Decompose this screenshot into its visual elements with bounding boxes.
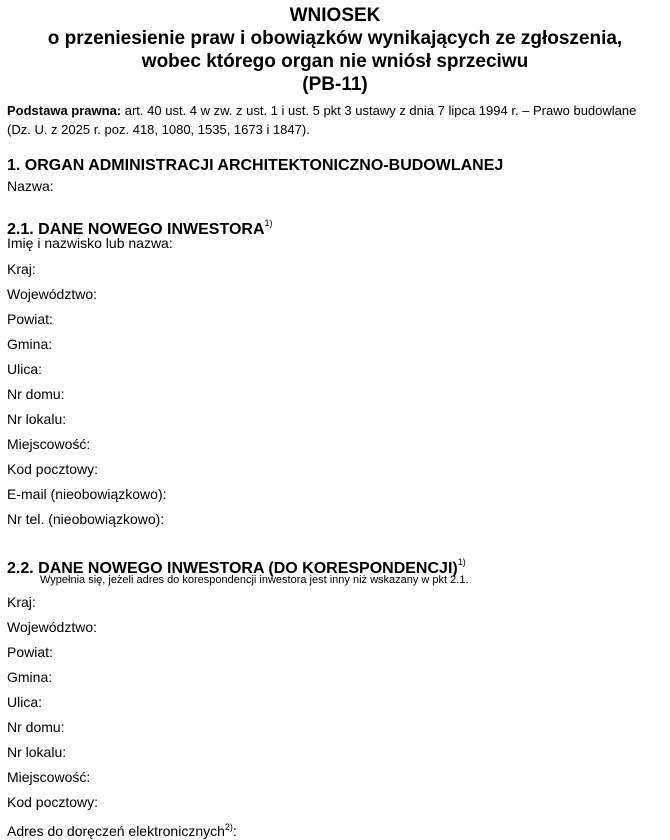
field-county[interactable]: Powiat: — [7, 311, 53, 327]
legal-basis-text: art. 40 ust. 4 w zw. z ust. 1 i ust. 5 pkt 3 ustawy z dnia 7 lipca 1994 r. – Prawo budowlane — [121, 103, 637, 118]
field-phone[interactable]: Nr tel. (nieobowiązkowo): — [7, 511, 165, 527]
field-commune[interactable]: Gmina: — [7, 336, 53, 352]
field-corr-county[interactable]: Powiat: — [7, 644, 53, 660]
field-corr-commune[interactable]: Gmina: — [7, 669, 53, 685]
field-house-number[interactable]: Nr domu: — [7, 386, 65, 402]
form-code: (PB-11) — [302, 74, 368, 95]
section-2-2-note: Wypełnia się, jeżeli adres do korespondencji inwestora jest inny niż wskazany w pkt 2.1. — [40, 574, 469, 586]
document-title: WNIOSEK — [289, 5, 381, 26]
footnote-ref: 1) — [264, 218, 273, 228]
document-subtitle-line1: o przeniesienie praw i obowiązków wynikających ze zgłoszenia, — [47, 28, 623, 49]
field-corr-postal-code[interactable]: Kod pocztowy: — [7, 794, 99, 810]
field-corr-country[interactable]: Kraj: — [7, 594, 36, 610]
field-voivodeship[interactable]: Województwo: — [7, 286, 98, 302]
field-corr-apartment-number[interactable]: Nr lokalu: — [7, 744, 67, 760]
field-postal-code[interactable]: Kod pocztowy: — [7, 461, 99, 477]
document-subtitle-line2: wobec którego organ nie wniósł sprzeciwu — [141, 51, 529, 72]
footnote-ref: 2) — [224, 822, 233, 832]
field-email[interactable]: E-mail (nieobowiązkowo): — [7, 486, 167, 502]
field-street[interactable]: Ulica: — [7, 361, 43, 377]
field-corr-voivodeship[interactable]: Województwo: — [7, 619, 98, 635]
field-country[interactable]: Kraj: — [7, 261, 36, 277]
footnote-ref: 1) — [457, 557, 466, 567]
field-city[interactable]: Miejscowość: — [7, 436, 91, 452]
document-title-block — [0, 4, 670, 96]
field-corr-house-number[interactable]: Nr domu: — [7, 719, 65, 735]
field-name[interactable]: Imię i nazwisko lub nazwa: — [7, 235, 173, 251]
legal-basis — [7, 101, 667, 139]
legal-basis-label: Podstawa prawna: — [7, 103, 122, 118]
section-2-1-heading: 2.1. DANE NOWEGO INWESTORA$^{1)}$ — [7, 218, 273, 238]
section-2-2-heading: 2.2. DANE NOWEGO INWESTORA (DO KORESPONDENCJI)$^{1)}$ — [7, 557, 466, 577]
section-1-heading: 1. ORGAN ADMINISTRACJI ARCHITEKTONICZNO-BUDOWLANEJ — [7, 157, 504, 174]
field-corr-city[interactable]: Miejscowość: — [7, 769, 91, 785]
field-organ-name[interactable]: Nazwa: — [7, 178, 54, 194]
legal-basis-citation: (Dz. U. z 2025 r. poz. 418, 1080, 1535, 1673 i 1847). — [7, 122, 310, 137]
field-electronic-delivery-address[interactable]: Adres do doręczeń elektronicznych$^{2)}$: — [7, 822, 237, 839]
field-apartment-number[interactable]: Nr lokalu: — [7, 411, 67, 427]
field-corr-street[interactable]: Ulica: — [7, 694, 43, 710]
